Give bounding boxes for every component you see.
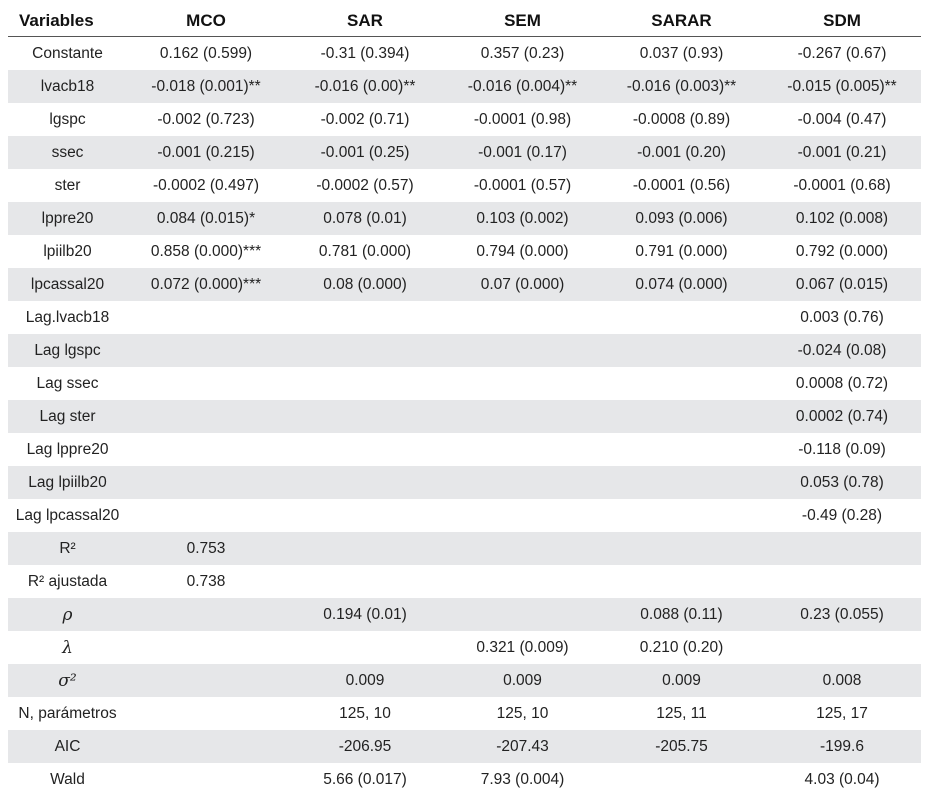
value-cell (127, 763, 285, 796)
value-cell: 0.08 (0.000) (285, 268, 445, 301)
value-cell (600, 433, 763, 466)
value-cell: 0.072 (0.000)*** (127, 268, 285, 301)
value-cell: -0.002 (0.71) (320, 110, 410, 128)
value-cell (127, 367, 285, 400)
column-header-sem: SEM (445, 6, 600, 37)
value-cell: 0.009 (600, 664, 763, 697)
variable-name-cell: Lag lgspc (8, 334, 127, 367)
value-cell: -0.001 (0.17) (445, 136, 600, 169)
header-row (8, 6, 921, 37)
value-cell: -0.001 (0.215) (127, 136, 285, 169)
value-cell: 0.23 (0.055) (763, 598, 921, 631)
table-row (8, 70, 921, 103)
value-cell (285, 466, 445, 499)
value-cell (445, 532, 600, 565)
table-row (8, 697, 921, 730)
value-cell (445, 367, 600, 400)
table-row (8, 433, 921, 466)
value-cell: -0.001 (0.20) (600, 136, 763, 169)
column-header-sar: SAR (285, 6, 445, 37)
value-cell: 0.791 (0.000) (635, 242, 728, 260)
value-cell: 0.102 (0.008) (763, 202, 921, 235)
value-cell: -205.75 (600, 730, 763, 763)
value-cell: 0.078 (0.01) (285, 202, 445, 235)
value-cell: 0.738 (186, 572, 226, 590)
table-row (8, 499, 921, 532)
value-cell (445, 598, 600, 631)
value-cell (127, 301, 285, 334)
value-cell (285, 499, 445, 532)
value-cell (600, 763, 763, 796)
table-row (8, 235, 921, 268)
value-cell (127, 598, 285, 631)
value-cell (600, 499, 763, 532)
table-row (8, 532, 921, 565)
variable-name-cell (8, 664, 127, 697)
value-cell (763, 532, 921, 565)
value-cell: 125, 10 (339, 704, 391, 722)
value-cell: 0.088 (0.11) (600, 598, 763, 631)
value-cell (445, 400, 600, 433)
variable-name-cell: AIC (8, 730, 127, 763)
value-cell (763, 565, 921, 598)
table-row (8, 37, 921, 71)
value-cell: -0.118 (0.09) (798, 440, 886, 458)
variable-name-cell: ssec (8, 136, 127, 169)
column-header-variables: Variables (8, 6, 127, 37)
variable-name-cell: Constante (32, 44, 103, 62)
table-row (8, 664, 921, 697)
value-cell: 0.103 (0.002) (445, 202, 600, 235)
value-cell: -0.0008 (0.89) (632, 110, 731, 128)
value-cell: 125, 10 (496, 704, 549, 722)
value-cell: 0.084 (0.015)* (127, 202, 285, 235)
value-cell: 0.0008 (0.72) (795, 374, 889, 392)
value-cell (127, 499, 285, 532)
value-cell: -207.43 (445, 730, 600, 763)
value-cell: 0.0002 (0.74) (763, 400, 921, 433)
variable-name-cell: lpcassal20 (8, 268, 127, 301)
table-row (8, 763, 921, 796)
table-row (8, 631, 921, 664)
value-cell: 0.753 (127, 532, 285, 565)
value-cell (445, 301, 600, 334)
value-cell (285, 367, 445, 400)
value-cell: 125, 11 (656, 704, 707, 722)
value-cell (600, 532, 763, 565)
value-cell: -0.016 (0.003)** (600, 70, 763, 103)
value-cell (127, 466, 285, 499)
table-row (8, 334, 921, 367)
value-cell: -0.004 (0.47) (797, 110, 887, 128)
column-header-sdm: SDM (763, 6, 921, 37)
variable-name-cell: ster (54, 176, 81, 194)
parameter-symbol: ρ (62, 604, 73, 625)
variable-name-cell: lpiilb20 (43, 242, 92, 260)
table-header (8, 6, 921, 37)
table-body (8, 37, 921, 797)
variable-name-cell: Wald (50, 770, 85, 788)
value-cell: 0.003 (0.76) (800, 308, 884, 326)
value-cell (600, 301, 763, 334)
value-cell (763, 631, 921, 664)
value-cell (127, 664, 285, 697)
table-row (8, 136, 921, 169)
value-cell: 0.074 (0.000) (600, 268, 763, 301)
value-cell: 0.009 (445, 664, 600, 697)
value-cell: 0.210 (0.20) (639, 638, 724, 656)
value-cell (445, 565, 600, 598)
parameter-symbol: λ (62, 637, 73, 658)
column-header-sarar: SARAR (600, 6, 763, 37)
value-cell: 0.067 (0.015) (763, 268, 921, 301)
value-cell: -206.95 (285, 730, 445, 763)
value-cell: -0.0002 (0.497) (153, 176, 259, 194)
value-cell: 125, 17 (816, 704, 868, 722)
value-cell (600, 400, 763, 433)
table-row (8, 400, 921, 433)
value-cell: 0.321 (0.009) (476, 638, 569, 656)
value-cell (445, 466, 600, 499)
table-row (8, 598, 921, 631)
variable-name-cell: N, parámetros (18, 704, 117, 722)
variable-name-cell: Lag ster (8, 400, 127, 433)
value-cell: -0.0001 (0.68) (793, 176, 891, 194)
value-cell: 4.03 (0.04) (804, 770, 880, 788)
variable-name-cell: Lag lppre20 (26, 440, 109, 458)
value-cell: 0.093 (0.006) (600, 202, 763, 235)
table-row (8, 367, 921, 400)
value-cell: -0.0001 (0.57) (473, 176, 572, 194)
table-row (8, 169, 921, 202)
variable-name-cell: lgspc (49, 110, 86, 128)
variable-name-cell: R² ajustada (27, 572, 108, 590)
value-cell: -0.0002 (0.57) (316, 176, 414, 194)
value-cell (127, 631, 285, 664)
table-row (8, 466, 921, 499)
variable-name-cell (8, 631, 127, 664)
value-cell (445, 433, 600, 466)
value-cell: 0.053 (0.78) (763, 466, 921, 499)
value-cell: -0.267 (0.67) (797, 44, 887, 62)
value-cell: -0.024 (0.08) (763, 334, 921, 367)
value-cell: -0.0001 (0.56) (632, 176, 731, 194)
value-cell (127, 433, 285, 466)
value-cell (285, 400, 445, 433)
value-cell: 0.037 (0.93) (639, 44, 724, 62)
value-cell: -0.49 (0.28) (801, 506, 883, 524)
value-cell: -0.016 (0.004)** (445, 70, 600, 103)
value-cell (445, 499, 600, 532)
table-row (8, 730, 921, 763)
table-row (8, 268, 921, 301)
table-row (8, 103, 921, 136)
value-cell (600, 367, 763, 400)
column-header-mco: MCO (127, 6, 285, 37)
value-cell (285, 532, 445, 565)
value-cell (285, 301, 445, 334)
variable-name-cell: lppre20 (8, 202, 127, 235)
variable-name-cell (8, 598, 127, 631)
value-cell (600, 466, 763, 499)
value-cell: -0.016 (0.00)** (285, 70, 445, 103)
variable-name-cell: Lag lpcassal20 (15, 506, 120, 524)
value-cell (285, 631, 445, 664)
variable-name-cell: Lag ssec (36, 374, 99, 392)
variable-name-cell: lvacb18 (8, 70, 127, 103)
value-cell: 0.794 (0.000) (476, 242, 569, 260)
value-cell (445, 334, 600, 367)
value-cell: -0.015 (0.005)** (763, 70, 921, 103)
value-cell: -0.0001 (0.98) (473, 110, 572, 128)
table-row (8, 301, 921, 334)
value-cell (600, 565, 763, 598)
value-cell: 0.194 (0.01) (285, 598, 445, 631)
value-cell: -0.002 (0.723) (157, 110, 255, 128)
regression-table (8, 6, 921, 796)
variable-name-cell: Lag.lvacb18 (25, 308, 110, 326)
value-cell: 0.009 (285, 664, 445, 697)
value-cell: 0.162 (0.599) (159, 44, 253, 62)
value-cell (285, 565, 445, 598)
value-cell (285, 433, 445, 466)
variable-name-cell: Lag lpiilb20 (8, 466, 127, 499)
value-cell: 0.858 (0.000)*** (150, 242, 262, 260)
value-cell: -0.001 (0.21) (763, 136, 921, 169)
value-cell (127, 400, 285, 433)
value-cell (285, 334, 445, 367)
value-cell: -0.31 (0.394) (320, 44, 410, 62)
value-cell (127, 334, 285, 367)
value-cell: -0.018 (0.001)** (127, 70, 285, 103)
value-cell: 0.792 (0.000) (795, 242, 889, 260)
table-row (8, 565, 921, 598)
table-row (8, 202, 921, 235)
value-cell: 5.66 (0.017) (323, 770, 407, 788)
value-cell: -0.001 (0.25) (285, 136, 445, 169)
value-cell: 0.781 (0.000) (318, 242, 412, 260)
parameter-symbol: σ² (58, 670, 77, 691)
value-cell: 0.008 (763, 664, 921, 697)
value-cell (600, 334, 763, 367)
variable-name-cell: R² (8, 532, 127, 565)
value-cell (127, 697, 285, 730)
value-cell: 7.93 (0.004) (480, 770, 565, 788)
value-cell (127, 730, 285, 763)
value-cell: 0.07 (0.000) (445, 268, 600, 301)
value-cell: 0.357 (0.23) (480, 44, 565, 62)
value-cell: -199.6 (763, 730, 921, 763)
